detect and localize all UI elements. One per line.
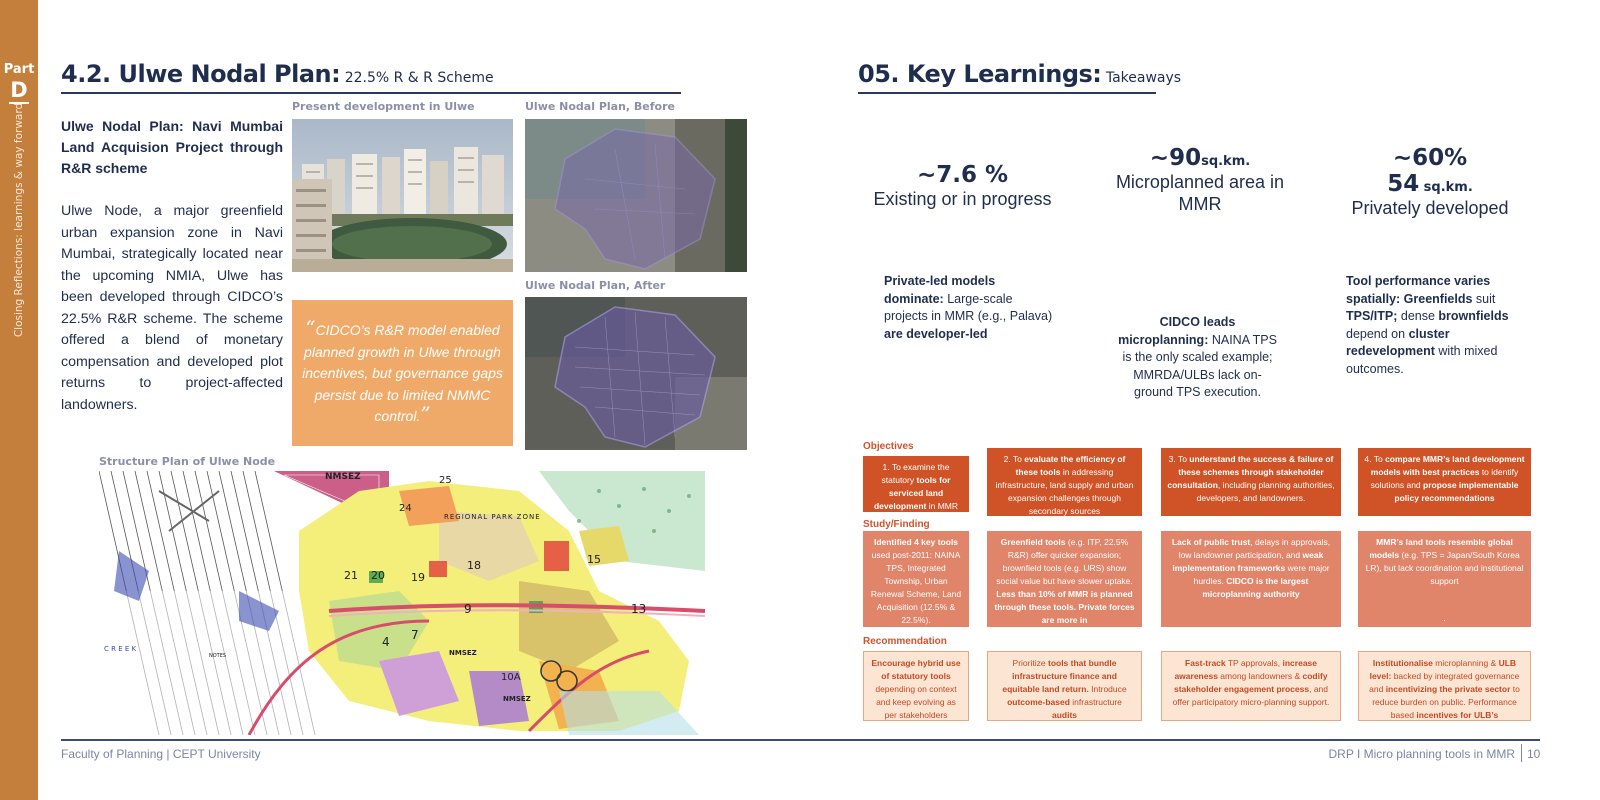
finding-4-text: (e.g. TPS = Japan/South Korea LR), but lack coordination and institutional support <box>1365 550 1524 586</box>
footer-separator <box>1521 744 1522 762</box>
learning-tool-performance <box>1346 273 1516 378</box>
recommendation-4-text3: to reduce burden on public. Performance based <box>1372 684 1520 720</box>
stat-existing <box>860 162 1065 210</box>
map-label-9: 9 <box>464 602 472 616</box>
map-label-7: 7 <box>411 628 419 642</box>
stat-private <box>1330 145 1530 219</box>
map-label-15: 15 <box>587 553 601 566</box>
finding-3-bold2: weak implementation frameworks <box>1172 550 1324 573</box>
stat-private-value: ~60% <box>1392 145 1468 171</box>
finding-3-text1: , delays in approvals, low landowner participation, and <box>1178 537 1331 560</box>
map-label-13: 13 <box>631 602 647 616</box>
learning3-text4: with mixed outcomes. <box>1346 344 1498 376</box>
finding-2-text1: (e.g. ITP, 22.5% R&R) offer quicker expansion; brownfield tools (e.g. URS) show social value but have slower uptake. <box>996 537 1133 586</box>
stat-microplanned <box>1100 145 1300 215</box>
recommendation-4-bold1: Institutionalise <box>1372 658 1433 668</box>
finding-3-bold1: Lack of public trust <box>1171 537 1251 547</box>
learning1-text1: Large-scale projects in MMR (e.g., Palava) <box>884 291 1053 323</box>
objective-4-text-a: 4. To <box>1364 454 1386 464</box>
plan-before-satellite <box>525 119 747 272</box>
recommendation-4-text1: microplanning & <box>1432 658 1499 668</box>
learning2-text1: NAINA TPS is the only scaled example; MMRDA/ULBs lack on-ground TPS execution. <box>1122 332 1277 399</box>
map-label-nmsez-bot: NMSEZ <box>503 695 531 703</box>
recommendation-2 <box>987 651 1142 721</box>
sidebar-section-title: Closing Reflections: learnings & way forward <box>13 102 25 338</box>
part-sidebar <box>0 0 38 800</box>
recommendation-4-bold2: ULB level: <box>1369 658 1517 681</box>
caption-plan-after: Ulwe Nodal Plan, After <box>525 279 666 292</box>
recommendation-2-text2: Introduce <box>1088 684 1127 694</box>
recommendation-4 <box>1358 651 1531 721</box>
recommendation-3-text2: among landowners & <box>1217 671 1303 681</box>
map-label-4: 4 <box>382 635 390 649</box>
objective-3-bold: understand the success & failure of these schemes through stakeholder consultation <box>1167 454 1334 490</box>
finding-1-text: used post-2011: NAINA TPS, Integrated Township, Urban Renewal Scheme, Land Acquisition (12.5% & 22.5%). <box>870 550 962 625</box>
stat-private-label: Privately developed <box>1351 198 1509 218</box>
objective-2-text-c: in addressing infrastructure, land supply and urban expansion challenges through secondary sources <box>995 467 1134 516</box>
caption-plan-before: Ulwe Nodal Plan, Before <box>525 100 675 113</box>
objective-3 <box>1161 448 1341 516</box>
objective-4-text-c: to identify solutions and <box>1370 467 1519 490</box>
close-quote-icon: ” <box>420 402 431 426</box>
ulwe-heading <box>61 60 681 94</box>
quote-text: CIDCO’s R&R model enabled planned growth in Ulwe through incentives, but governance gaps persist due to limited NMMC control. <box>302 322 503 424</box>
ulwe-heading-sub: 22.5% R & R Scheme <box>344 70 494 86</box>
recommendation-4-bold4: incentives for ULB’s <box>1416 710 1499 720</box>
stat-microplanned-unit: sq.km. <box>1201 154 1251 169</box>
recommendation-3-bold3: codify stakeholder engagement process <box>1173 671 1328 694</box>
recommendation-4-text2: backed by integrated governance and <box>1369 671 1520 694</box>
objective-4-bold: compare MMR’s land development models with best practices <box>1370 454 1525 477</box>
present-development-photo <box>292 119 513 272</box>
map-label-19: 19 <box>411 571 425 584</box>
finding-1-bold: Identified 4 key tools <box>873 537 959 547</box>
learning3-bold4: cluster redevelopment <box>1346 326 1450 358</box>
objective-2-bold: evaluate the efficiency of these tools <box>1015 454 1126 477</box>
finding-3 <box>1161 531 1341 627</box>
stat-private-unit2: sq.km. <box>1423 180 1473 195</box>
finding-2-bold2: Less than 10% of MMR is planned through these tools. Private forces are more in <box>994 589 1135 625</box>
caption-present-development: Present development in Ulwe <box>292 100 475 113</box>
map-label-regional-park: REGIONAL PARK ZONE <box>444 513 541 521</box>
map-label-20: 20 <box>371 569 385 582</box>
map-label-24: 24 <box>399 503 412 514</box>
recommendation-2-bold1: tools that bundle infrastructure finance and equitable land return. <box>1002 658 1117 694</box>
recommendation-3 <box>1161 651 1341 721</box>
finding-3-bold3: CIDCO is the largest microplanning authority <box>1202 576 1309 599</box>
key-learnings-heading <box>858 60 1182 94</box>
stat-existing-label: Existing or in progress <box>873 189 1052 209</box>
objective-3-text-c: , including planning authorities, developers, and landowners. <box>1196 480 1335 503</box>
objective-4-bold-d: propose implementable policy recommendations <box>1394 480 1519 503</box>
learning3-text3: depend on <box>1346 326 1409 341</box>
stat-existing-value: ~7.6 % <box>916 162 1009 188</box>
plan-after-satellite <box>525 297 747 450</box>
ulwe-intro-title: Ulwe Nodal Plan: Navi Mumbai Land Acquision Project through R&R scheme <box>61 118 283 176</box>
learning3-bold2: TPS/ITP; <box>1346 309 1398 323</box>
footer-rule <box>61 739 1540 741</box>
row-label-finding: Study/Finding <box>863 519 930 530</box>
objective-3-text-a: 3. To <box>1168 454 1190 464</box>
finding-4 <box>1358 531 1531 627</box>
row-label-objectives: Objectives <box>863 441 914 452</box>
objective-2-text-a: 2. To <box>1003 454 1025 464</box>
ulwe-heading-main: 4.2. Ulwe Nodal Plan: <box>61 60 341 88</box>
map-label-18: 18 <box>467 559 481 572</box>
learning-private-led <box>884 273 1054 343</box>
part-letter: D <box>10 78 28 102</box>
map-label-creek: C R E E K <box>104 645 137 653</box>
recommendation-1 <box>863 651 969 721</box>
stat-private-value2: 54 <box>1387 171 1420 197</box>
learning2-bold1: CIDCO leads microplanning: <box>1118 315 1236 347</box>
recommendation-1-bold: Encourage hybrid use of statutory tools <box>871 658 961 681</box>
map-label-25: 25 <box>439 475 452 486</box>
objective-4 <box>1358 448 1531 516</box>
key-learnings-heading-main: 05. Key Learnings: <box>858 60 1102 88</box>
learning3-bold3: brownfields <box>1438 309 1509 323</box>
objective-1-bold: tools for serviced land development <box>873 475 951 511</box>
objective-2 <box>987 448 1142 516</box>
learning3-bold1: Tool performance varies spatially: Greenfields <box>1346 274 1491 306</box>
objective-1-text-c: in MMR <box>926 501 959 511</box>
row-label-recommendation: Recommendation <box>863 636 947 647</box>
recommendation-3-bold1: Fast-track <box>1185 658 1226 668</box>
finding-4-bold: MMR’s land tools resemble global models <box>1369 537 1513 560</box>
recommendation-2-text3: infrastructure <box>1069 697 1122 707</box>
recommendation-4-bold3: incentivizing the private sector <box>1385 684 1511 694</box>
page-number: 10 <box>1527 747 1541 761</box>
footer-institution: Faculty of Planning | CEPT University <box>61 747 261 761</box>
map-label-nmsez-mid: NMSEZ <box>449 649 477 657</box>
stat-microplanned-value: ~90 <box>1149 145 1202 171</box>
recommendation-2-text1: Prioritize <box>1012 658 1048 668</box>
quote-box <box>292 300 513 446</box>
recommendation-1-text: depending on context and keep evolving as per stakeholders <box>875 684 957 720</box>
structure-plan-map <box>99 471 705 735</box>
learning1-bold2: are developer-led <box>884 326 988 341</box>
finding-2 <box>987 531 1142 627</box>
open-quote-icon: “ <box>305 316 316 340</box>
map-label-21: 21 <box>344 569 358 582</box>
map-label-10a: 10A <box>501 672 521 683</box>
finding-4-dot: . <box>1443 613 1446 623</box>
recommendation-3-text1: TP approvals, <box>1225 658 1283 668</box>
finding-1 <box>863 531 969 627</box>
learning-cidco <box>1115 314 1280 402</box>
stat-microplanned-label: Microplanned area in MMR <box>1115 172 1285 214</box>
map-label-nmsez-top: NMSEZ <box>325 472 361 482</box>
recommendation-3-text3: , and offer participatory micro-planning support. <box>1172 684 1330 707</box>
recommendation-2-bold3: audits <box>1051 710 1078 720</box>
part-label: Part <box>3 62 35 77</box>
objective-1 <box>863 456 969 512</box>
recommendation-3-bold2: increase awareness <box>1174 658 1317 681</box>
learning3-text2: dense <box>1397 309 1439 323</box>
learning1-bold1: Private-led models dominate: <box>884 274 996 306</box>
finding-2-bold1: Greenfield tools <box>1000 537 1066 547</box>
ulwe-intro-body: Ulwe Node, a major greenfield urban expansion zone in Navi Mumbai, strategically located near the upcoming NMIA, Ulwe has been developed through CIDCO’s 22.5% R&R scheme. The scheme offered a blend of monetary compensation and developed plot returns to project-affected landowners. <box>61 203 283 413</box>
finding-3-text2: were major hurdles. <box>1193 563 1330 586</box>
caption-structure-plan: Structure Plan of Ulwe Node <box>99 455 276 468</box>
footer-report-title: DRP I Micro planning tools in MMR <box>1328 747 1515 761</box>
map-label-notes: NOTES <box>209 653 227 659</box>
recommendation-2-bold2: outcome-based <box>1007 697 1070 707</box>
key-learnings-heading-sub: Takeaways <box>1105 70 1182 86</box>
objective-1-text-a: 1. To examine the statutory <box>881 462 950 485</box>
learning3-text1: suit <box>1472 291 1496 306</box>
